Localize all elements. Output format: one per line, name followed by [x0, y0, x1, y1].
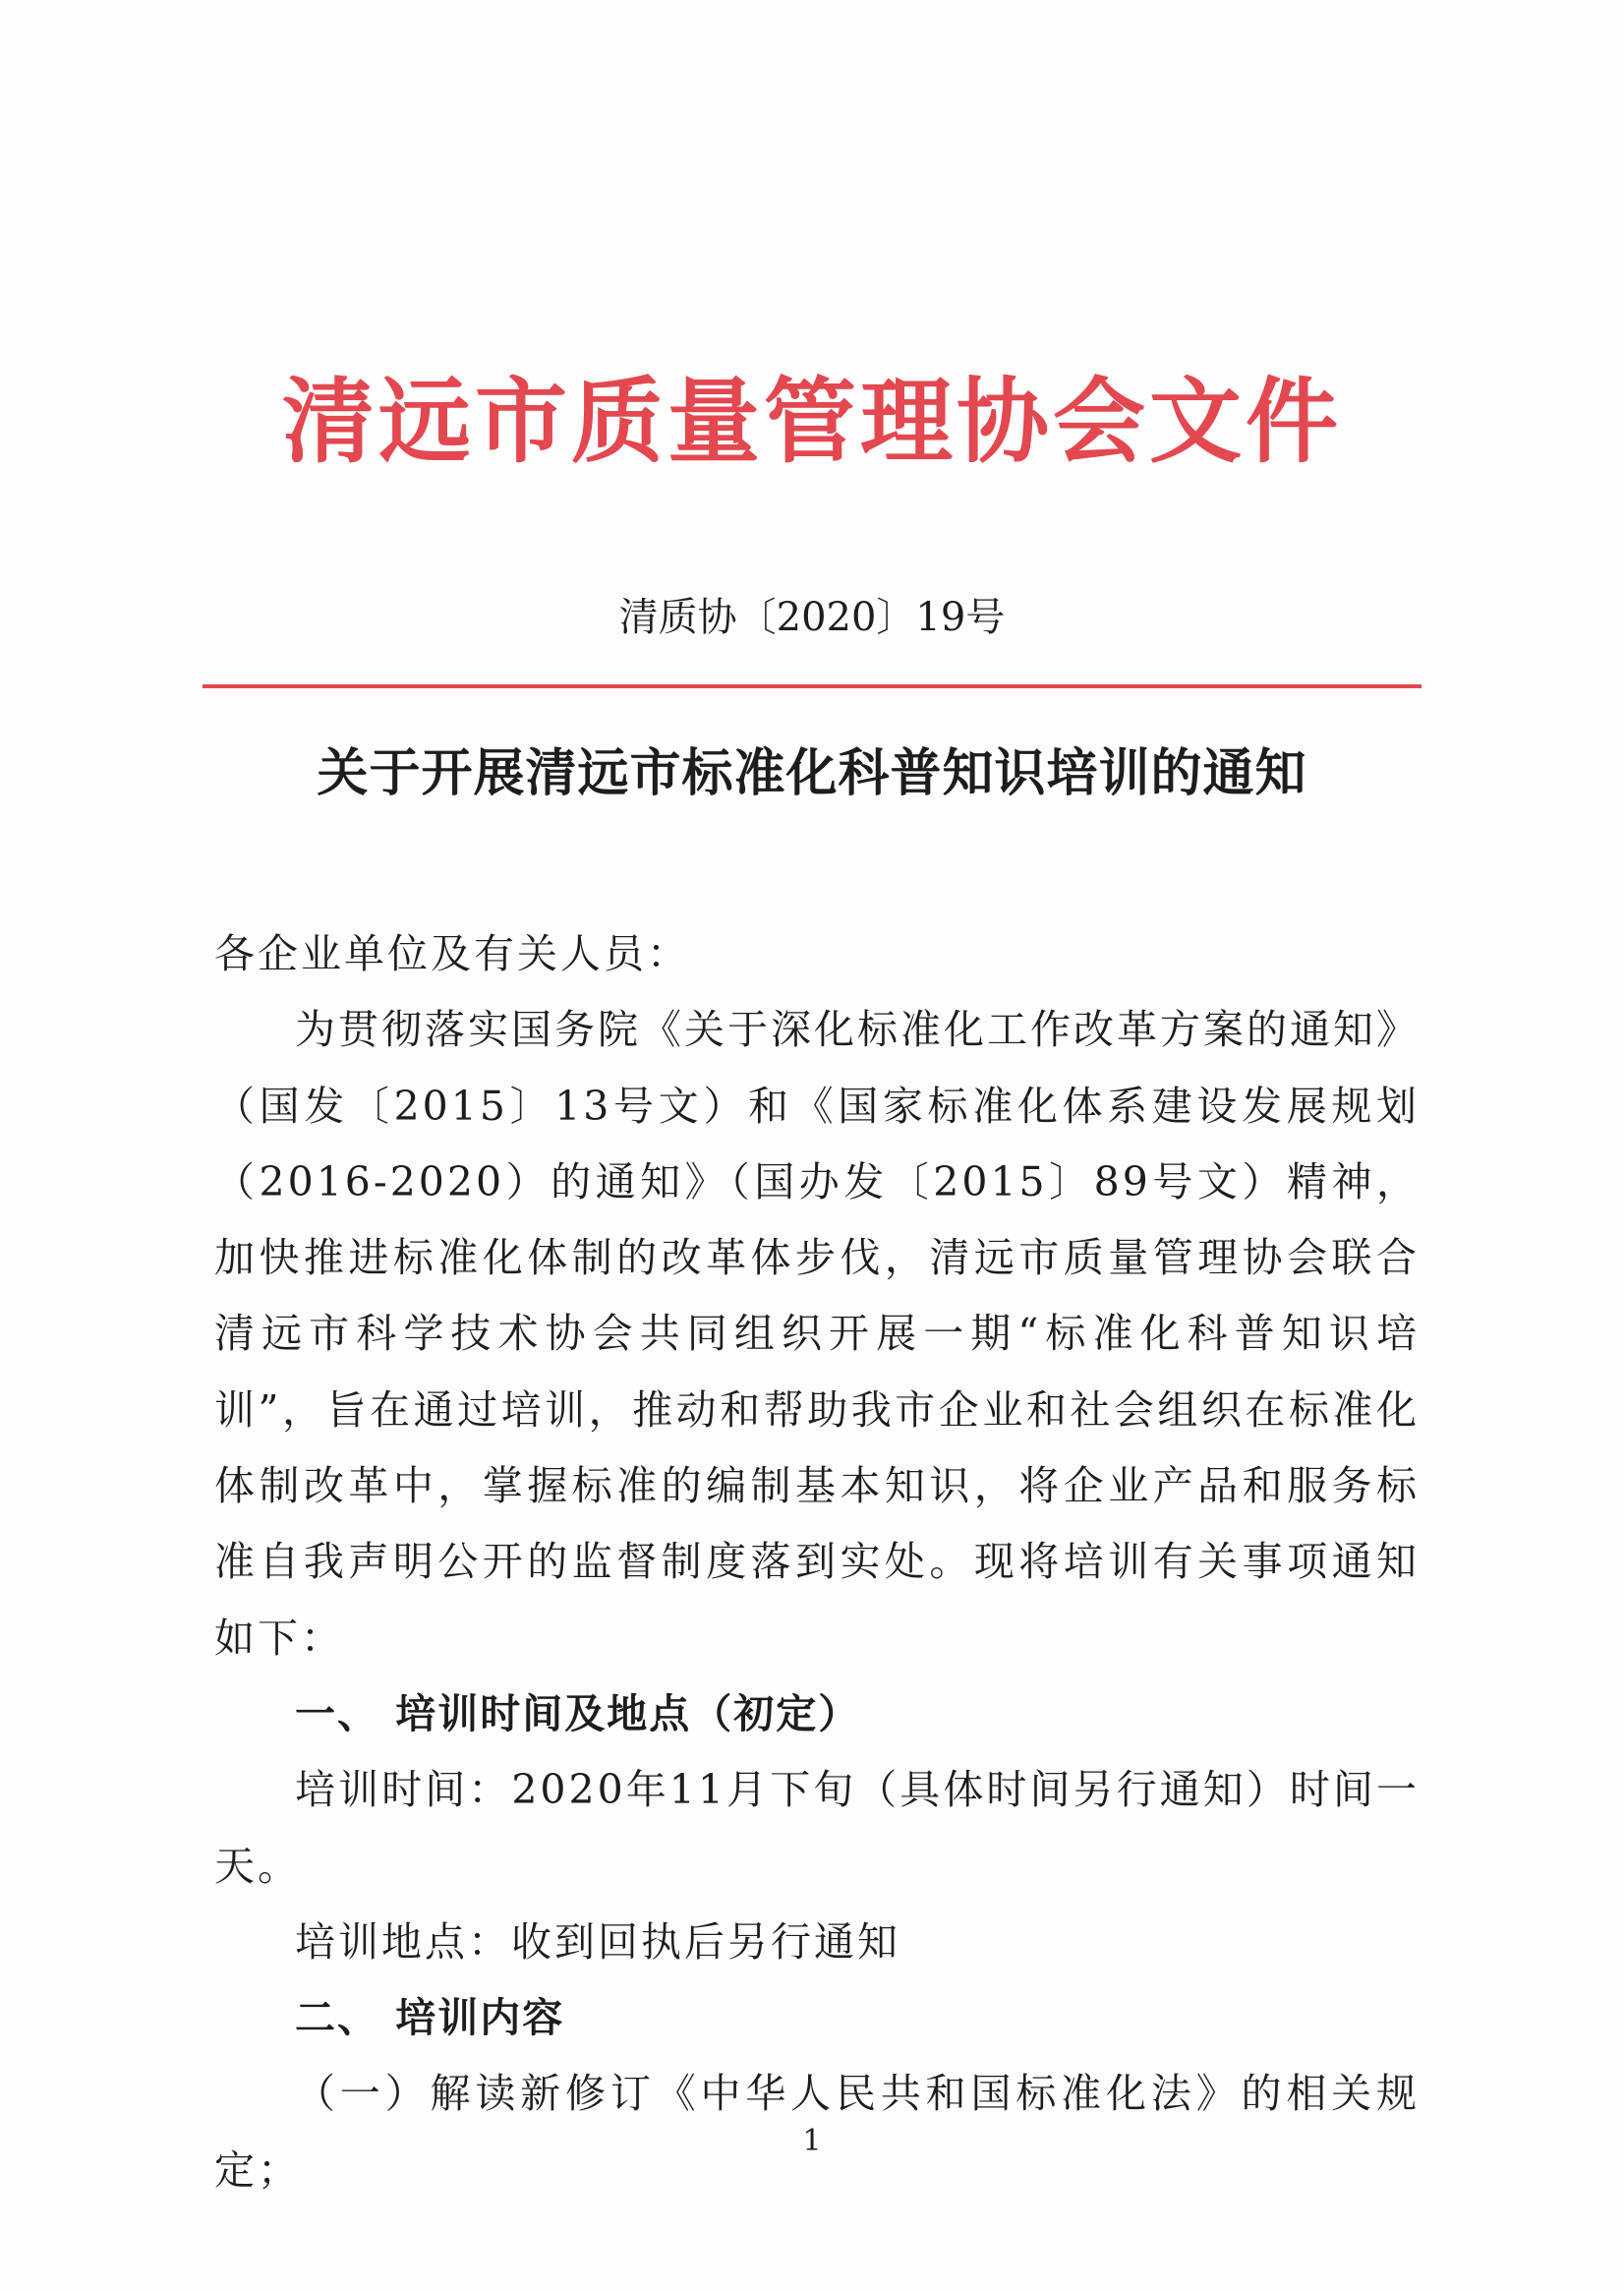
intro-paragraph: 为贯彻落实国务院《关于深化标准化工作改革方案的通知》（国发〔2015〕13号文）和《国家标准化体系建设发展规划（2016-2020）的通知》（国办发〔2015〕89号文）精神，加快推进标准化体制的改革体步伐，清远市质量管理协会联合清远市科学技术协会共同组织开展一期“标准化科普知识培训”，旨在通过培训，推动和帮助我市企业和社会组织在标准化体制改革中，掌握标准的编制基本知识，将企业产品和服务标准自我声明公开的监督制度落到实处。现将培训有关事项通知如下：: [214, 1006, 1420, 1662]
notice-body: [214, 916, 1420, 2208]
header-divider: [203, 684, 1421, 688]
content-item-1: （一）解读新修订《中华人民共和国标准化法》的相关规定；: [214, 2070, 1420, 2194]
page-number: 1: [802, 2124, 822, 2158]
salutation: 各企业单位及有关人员：: [214, 930, 690, 977]
training-time: 培训时间：2020年11月下旬（具体时间另行通知）时间一天。: [214, 1766, 1420, 1890]
organization-header: 清远市质量管理协会文件: [281, 369, 1342, 476]
section-1-heading: 一、 培训时间及地点（初定）: [295, 1689, 861, 1737]
training-location: 培训地点：收到回执后另行通知: [295, 1917, 900, 1966]
notice-title: 关于开展清远市标准化科普知识培训的通知: [317, 743, 1307, 803]
document-number: 清质协〔2020〕19号: [618, 595, 1006, 640]
section-2-heading: 二、 培训内容: [295, 1994, 565, 2042]
